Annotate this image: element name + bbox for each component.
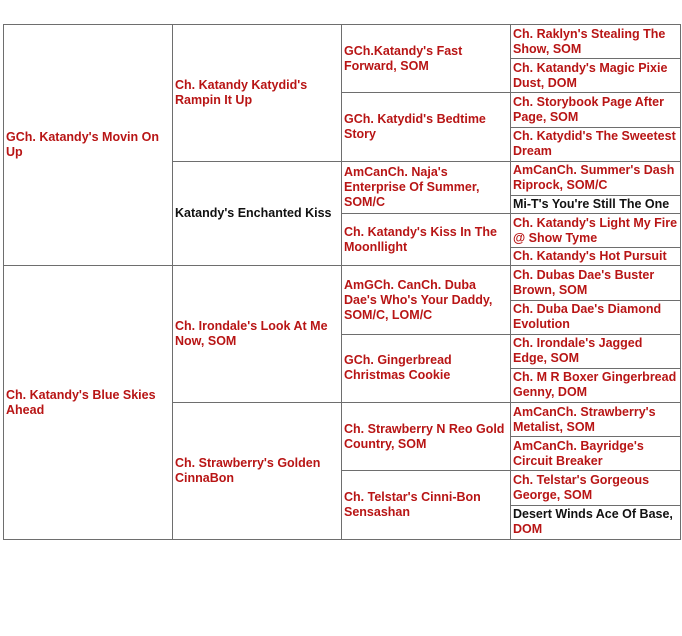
gggs-dsss-cell: Ch. Dubas Dae's Buster Brown, SOM [511, 266, 681, 300]
gggs-sdss-cell: AmCanCh. Summer's Dash Riprock, SOM/C [511, 161, 681, 195]
paternal-granddam-cell: Katandy's Enchanted Kiss [173, 161, 342, 266]
maternal-grandsire-cell: Ch. Irondale's Look At Me Now, SOM [173, 266, 342, 403]
gggd-sdsd-cell: Mi-T's You're Still The One [511, 195, 681, 213]
gggs-sdds-cell: Ch. Katandy's Light My Fire @ Show Tyme [511, 214, 681, 248]
gggd-dsdd-cell: Ch. M R Boxer Gingerbread Genny, DOM [511, 368, 681, 402]
ggd-sdd-cell: Ch. Katandy's Kiss In The Moonllight [342, 214, 511, 266]
ggs-sss-cell: GCh.Katandy's Fast Forward, SOM [342, 25, 511, 93]
ggd-dsd-cell: GCh. Gingerbread Christmas Cookie [342, 334, 511, 402]
ggs-dss-cell: AmGCh. CanCh. Duba Dae's Who's Your Daddy, SOM/C, LOM/C [342, 266, 511, 334]
gggd-dddd-suffix: DOM [513, 522, 543, 537]
gggd-sddd-cell: Ch. Katandy's Hot Pursuit [511, 248, 681, 266]
gggs-ddss-cell: AmCanCh. Strawberry's Metalist, SOM [511, 403, 681, 437]
ggs-dds-cell: Ch. Strawberry N Reo Gold Country, SOM [342, 403, 511, 471]
maternal-granddam-cell: Ch. Strawberry's Golden CinnaBon [173, 403, 342, 540]
dam-cell: Ch. Katandy's Blue Skies Ahead [4, 266, 173, 540]
gggs-ssss-cell: Ch. Raklyn's Stealing The Show, SOM [511, 25, 681, 59]
ggd-ssd-cell: GCh. Katydid's Bedtime Story [342, 93, 511, 161]
gggd-ssdd-cell: Ch. Katydid's The Sweetest Dream [511, 127, 681, 161]
gggs-ddds-cell: Ch. Telstar's Gorgeous George, SOM [511, 471, 681, 505]
gggs-dsds-cell: Ch. Irondale's Jagged Edge, SOM [511, 334, 681, 368]
ggd-ddd-cell: Ch. Telstar's Cinni-Bon Sensashan [342, 471, 511, 540]
gggd-sssd-cell: Ch. Katandy's Magic Pixie Dust, DOM [511, 59, 681, 93]
gggd-ddsd-cell: AmCanCh. Bayridge's Circuit Breaker [511, 437, 681, 471]
gggd-dddd-cell [511, 505, 681, 539]
pedigree-table [3, 24, 681, 540]
sire-cell: GCh. Katandy's Movin On Up [4, 25, 173, 266]
paternal-grandsire-cell: Ch. Katandy Katydid's Rampin It Up [173, 25, 342, 162]
gggd-dddd-name: Desert Winds Ace Of Base, [513, 507, 673, 522]
gggd-dssd-cell: Ch. Duba Dae's Diamond Evolution [511, 300, 681, 334]
gggs-ssds-cell: Ch. Storybook Page After Page, SOM [511, 93, 681, 127]
ggs-sds-cell: AmCanCh. Naja's Enterprise Of Summer, SOM/C [342, 161, 511, 213]
